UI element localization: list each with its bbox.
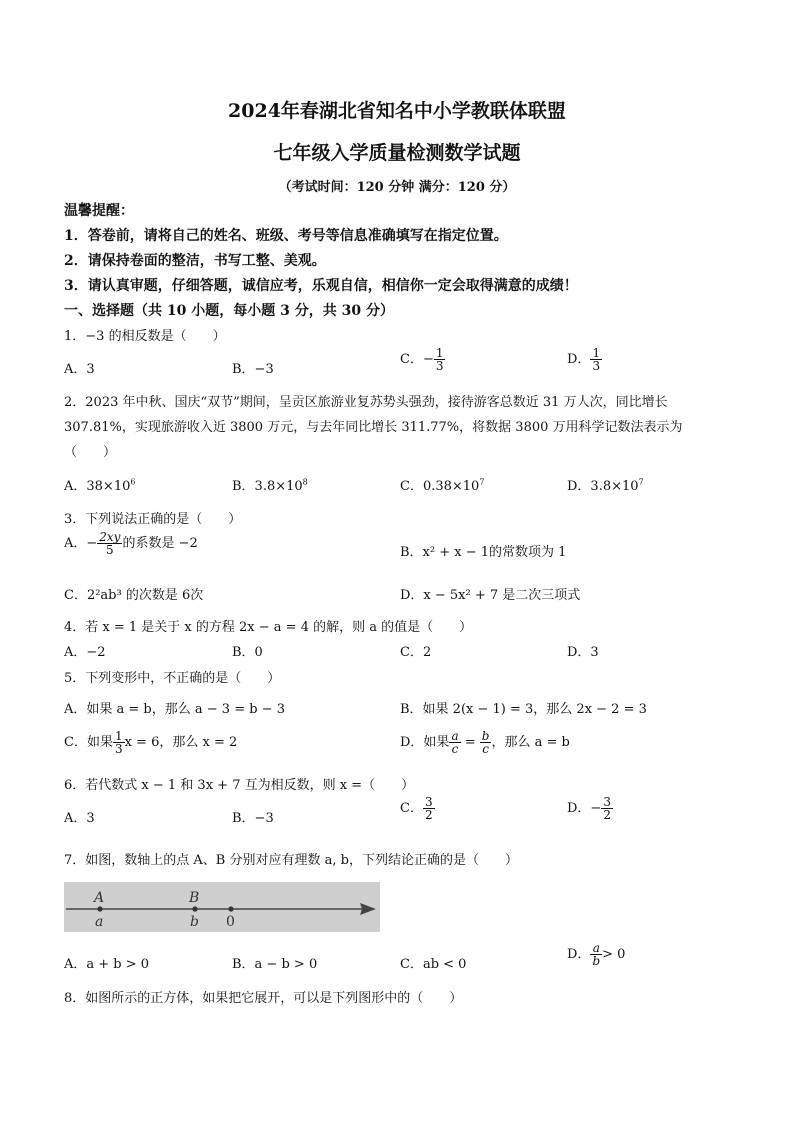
fraction [590, 347, 602, 372]
denominator: 5 [106, 543, 114, 557]
q4-option-d[interactable]: D．3 [567, 645, 599, 660]
option-label: C．− [400, 352, 434, 367]
fraction [97, 531, 122, 556]
numerator: 1 [592, 346, 601, 360]
exam-info: （考试时间：120 分钟 满分：120 分） [278, 180, 516, 195]
fraction [423, 796, 435, 821]
exponent: 7 [479, 477, 485, 487]
option-label: D． [567, 947, 591, 962]
tip-item: 2．请保持卷面的整洁，书写工整、美观。 [64, 253, 326, 269]
label-zero: 0 [226, 914, 235, 930]
fraction [590, 942, 602, 967]
numerator: 1 [435, 346, 444, 360]
q6-option-a[interactable]: A．3 [64, 811, 95, 826]
fraction [434, 347, 446, 372]
denominator: c [482, 742, 489, 756]
question-4-stem: 4．若 x = 1 是关于 x 的方程 2x − a = 4 的解，则 a 的值是（ ） [64, 620, 473, 635]
arrow-icon [360, 903, 376, 915]
point-b [192, 906, 197, 911]
option-label: D．− [567, 801, 602, 816]
option-text: A．38×10 [64, 479, 131, 494]
numerator: b [481, 729, 490, 743]
option-text: x = 6，那么 x = 2 [124, 735, 238, 750]
tip-item: 3．请认真审题，仔细答题，诚信应考，乐观自信，相信你一定会取得满意的成绩！ [64, 278, 578, 294]
fraction [449, 730, 460, 755]
numerator: 1 [114, 729, 123, 743]
exponent: 6 [130, 477, 136, 487]
denominator: 3 [592, 359, 601, 373]
q2-option-a[interactable] [64, 475, 135, 494]
q3-option-d[interactable]: D．x − 5x² + 7 是二次三项式 [400, 588, 581, 603]
question-2-line3: （ ） [64, 445, 117, 460]
number-line-figure [64, 882, 380, 932]
equals-sign: = [464, 735, 476, 750]
denominator: b [592, 954, 601, 968]
option-label: D．如果 [400, 735, 450, 750]
q3-option-a[interactable] [64, 531, 198, 556]
numerator: 3 [424, 795, 433, 809]
q6-option-c[interactable] [400, 796, 435, 821]
option-label: A．− [64, 536, 98, 551]
number-line-svg [64, 882, 380, 932]
denominator: 3 [435, 359, 444, 373]
q7-option-c[interactable]: C．ab < 0 [400, 957, 467, 972]
q5-option-d[interactable] [400, 730, 570, 755]
numerator: 3 [603, 795, 611, 809]
label-b: b [190, 914, 199, 930]
label-B: B [189, 890, 200, 906]
q2-option-d[interactable] [567, 475, 644, 494]
question-1-stem: 1．−3 的相反数是（ ） [64, 329, 226, 344]
denominator: 2 [603, 808, 611, 822]
q4-option-a[interactable]: A．−2 [64, 645, 106, 660]
exponent: 8 [302, 477, 308, 487]
option-label: D． [567, 352, 591, 367]
q4-option-c[interactable]: C．2 [400, 645, 432, 660]
question-2-line2: 307.81%，实现旅游收入近 3800 万元，与去年同比增长 311.77%，将数据 3800 万用科学记数法表示为 [64, 420, 683, 435]
question-6-stem: 6．若代数式 x − 1 和 3x + 7 互为相反数，则 x =（ ） [64, 778, 415, 793]
section-heading: 一、选择题（共 10 小题，每小题 3 分，共 30 分） [64, 303, 394, 319]
label-A: A [94, 890, 105, 906]
option-label: C． [400, 801, 423, 816]
q6-option-b[interactable]: B．−3 [232, 811, 274, 826]
question-5-stem: 5．下列变形中，不正确的是（ ） [64, 671, 281, 686]
option-text: C．0.38×10 [400, 479, 480, 494]
q2-option-b[interactable] [232, 475, 308, 494]
point-zero [228, 906, 233, 911]
q3-option-b[interactable]: B．x² + x − 1的常数项为 1 [400, 545, 567, 560]
q3-option-c[interactable]: C．2²ab³ 的次数是 6次 [64, 588, 204, 603]
fraction [480, 730, 492, 755]
numerator: a [451, 729, 459, 743]
fraction [113, 730, 125, 755]
q2-option-c[interactable] [400, 475, 484, 494]
numerator: 2xy [99, 530, 121, 544]
question-7-stem: 7．如图，数轴上的点 A、B 分别对应有理数 a, b，下列结论正确的是（ ） [64, 853, 518, 868]
q6-option-d[interactable] [567, 796, 613, 821]
question-3-stem: 3．下列说法正确的是（ ） [64, 512, 242, 527]
q5-option-b[interactable]: B．如果 2(x − 1) = 3，那么 2x − 2 = 3 [400, 702, 647, 717]
exam-subtitle: 七年级入学质量检测数学试题 [273, 142, 521, 164]
q5-option-c[interactable] [64, 730, 237, 755]
option-text: ，那么 a = b [491, 735, 570, 750]
denominator: 3 [114, 742, 123, 756]
tips-heading: 温馨提醒： [64, 203, 134, 219]
option-text: D．3.8×10 [567, 479, 639, 494]
denominator: c [451, 742, 459, 756]
exam-title: 2024年春湖北省知名中小学教联体联盟 [228, 100, 566, 122]
option-text: 的系数是 −2 [122, 536, 198, 551]
numerator: a [590, 942, 602, 955]
tip-item: 1．答卷前，请将自己的姓名、班级、考号等信息准确填写在指定位置。 [64, 228, 508, 244]
q1-option-a[interactable]: A．3 [64, 362, 95, 377]
option-text: B．3.8×10 [232, 479, 303, 494]
q7-option-d[interactable] [567, 942, 625, 967]
question-8-stem: 8．如图所示的正方体，如果把它展开，可以是下列图形中的（ ） [64, 991, 463, 1006]
denominator: 2 [424, 808, 433, 822]
q4-option-b[interactable]: B．0 [232, 645, 263, 660]
option-text: > 0 [602, 947, 626, 962]
q1-option-b[interactable]: B．−3 [232, 362, 274, 377]
q7-option-a[interactable]: A．a + b > 0 [64, 957, 150, 972]
q5-option-a[interactable]: A．如果 a = b，那么 a − 3 = b − 3 [64, 702, 285, 717]
fraction [601, 796, 613, 821]
point-a [97, 906, 102, 911]
q7-option-b[interactable]: B．a − b > 0 [232, 957, 318, 972]
question-2-line1: 2．2023 年中秋、国庆“双节”期间，呈贡区旅游业复苏势头强劲，接待游客总数近 31 万人次，同比增长 [64, 395, 668, 410]
exponent: 7 [638, 477, 644, 487]
q1-option-c[interactable] [400, 347, 445, 372]
q1-option-d[interactable] [567, 347, 602, 372]
option-label: C．如果 [64, 735, 113, 750]
label-a: a [95, 914, 104, 930]
